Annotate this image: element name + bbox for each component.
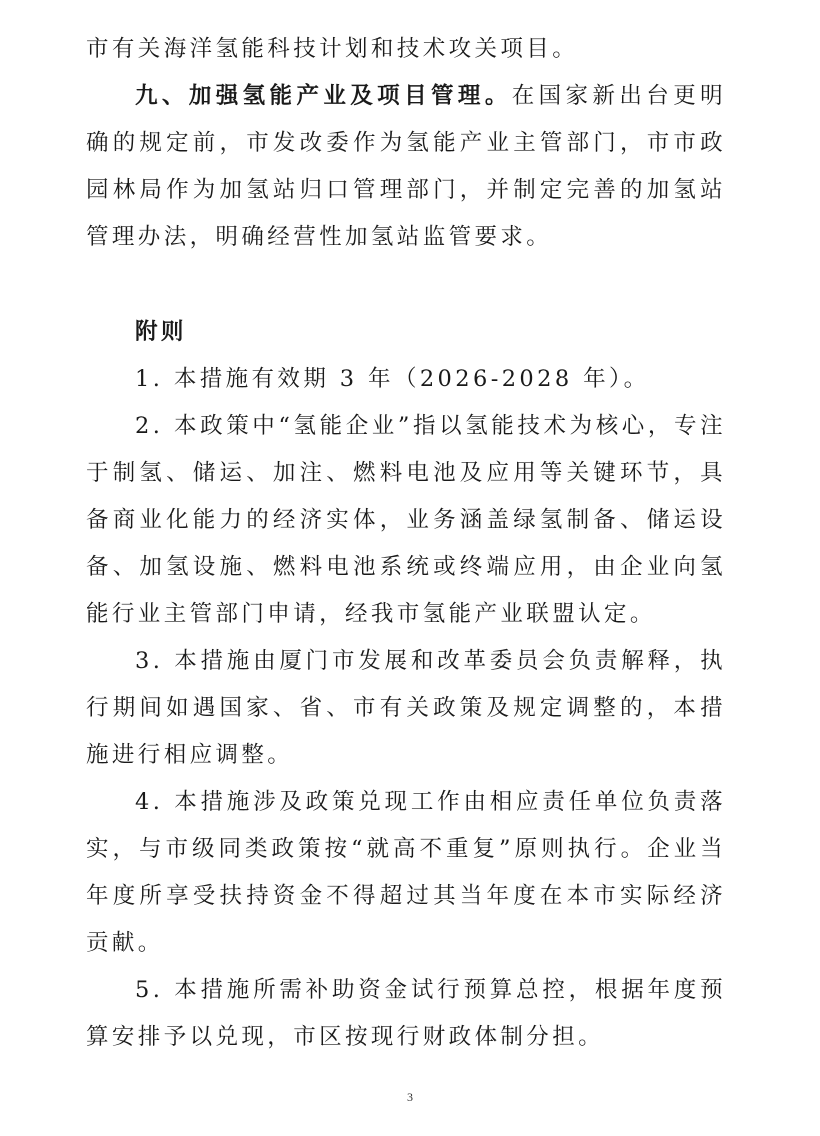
page-number: 3 xyxy=(407,1090,413,1104)
appendix-title: 附则 xyxy=(135,319,187,345)
paragraph-continuation: 市有关海洋氢能科技计划和技术攻关项目。 xyxy=(86,36,579,62)
section-9-body: 在国家新出台更明确的规定前，市发改委作为氢能产业主管部门，市市政园林局作为加氢站归口管理部门，并制定完善的加氢站管理办法，明确经营性加氢站监管要求。 xyxy=(86,83,726,250)
appendix-item-1: 1. 本措施有效期 3 年（2026-2028 年）。 xyxy=(135,366,650,392)
document-body xyxy=(86,26,726,1061)
section-9-heading: 九、加强氢能产业及项目管理。 xyxy=(135,83,512,109)
section-9-paragraph xyxy=(86,73,726,261)
appendix-item-3: 3. 本措施由厦门市发展和改革委员会负责解释，执行期间如遇国家、省、市有关政策及规定调整的，本措施进行相应调整。 xyxy=(86,648,726,768)
appendix-item-4: 4. 本措施涉及政策兑现工作由相应责任单位负责落实，与市级同类政策按“就高不重复”原则执行。企业当年度所享受扶持资金不得超过其当年度在本市实际经济贡献。 xyxy=(86,789,726,956)
appendix-item-5: 5. 本措施所需补助资金试行预算总控，根据年度预算安排予以兑现，市区按现行财政体制分担。 xyxy=(86,977,726,1050)
appendix-item-2: 2. 本政策中“氢能企业”指以氢能技术为核心，专注于制氢、储运、加注、燃料电池及应用等关键环节，具备商业化能力的经济实体，业务涵盖绿氢制备、储运设备、加氢设施、燃料电池系统或终端应用，由企业向氢能行业主管部门申请，经我市氢能产业联盟认定。 xyxy=(86,413,726,627)
